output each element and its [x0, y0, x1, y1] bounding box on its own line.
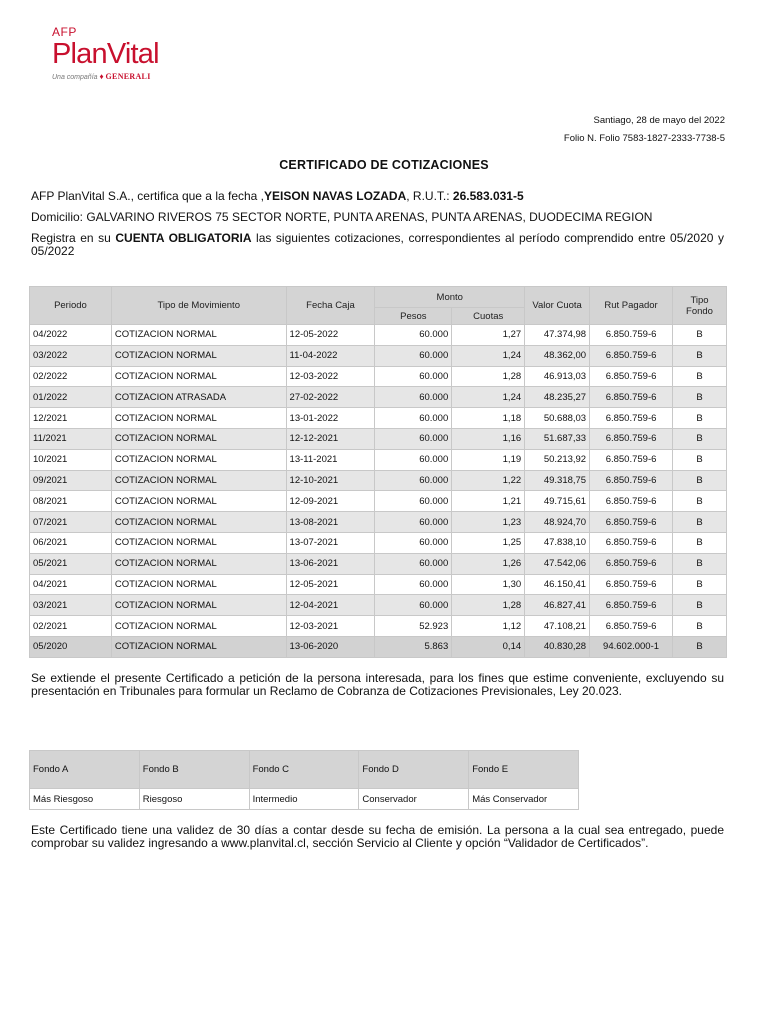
cell-periodo: 02/2022: [30, 366, 112, 387]
cell-cuotas: 1,30: [452, 574, 525, 595]
rut-label: , R.U.T.:: [406, 189, 453, 203]
cell-valor-cuota: 46.150,41: [525, 574, 590, 595]
cell-pesos: 60.000: [375, 366, 452, 387]
fund-risk-label: Riesgoso: [139, 789, 249, 810]
header-tipo-fondo: Tipo Fondo: [673, 287, 727, 325]
cell-tipo-fondo: B: [673, 595, 727, 616]
cell-tipo-fondo: B: [673, 387, 727, 408]
cell-tipo-fondo: B: [673, 428, 727, 449]
cell-rut-pagador: 6.850.759-6: [590, 345, 673, 366]
table-row: [30, 449, 727, 470]
table-row: [30, 595, 727, 616]
cell-pesos: 60.000: [375, 387, 452, 408]
cell-periodo: 01/2022: [30, 387, 112, 408]
cell-valor-cuota: 48.235,27: [525, 387, 590, 408]
fund-header: Fondo E: [469, 751, 579, 789]
cell-fecha-caja: 13-06-2020: [286, 636, 375, 657]
cell-valor-cuota: 51.687,33: [525, 428, 590, 449]
cell-periodo: 06/2021: [30, 532, 112, 553]
affiliate-name: YEISON NAVAS LOZADA: [264, 189, 407, 203]
fund-risk-label: Más Riesgoso: [30, 789, 140, 810]
table-row: [30, 616, 727, 637]
cell-fecha-caja: 11-04-2022: [286, 345, 375, 366]
cell-fecha-caja: 12-04-2021: [286, 595, 375, 616]
cell-tipo-fondo: B: [673, 408, 727, 429]
cell-tipo-movimiento: COTIZACION NORMAL: [111, 428, 286, 449]
affiliate-rut: 26.583.031-5: [452, 189, 524, 203]
logo-tagline-text: Una compañía: [52, 74, 98, 81]
issue-date: Santiago, 28 de mayo del 2022: [593, 115, 725, 126]
logo-tagline: [52, 72, 159, 81]
cell-tipo-movimiento: COTIZACION NORMAL: [111, 574, 286, 595]
cell-periodo: 02/2021: [30, 616, 112, 637]
cell-tipo-fondo: B: [673, 366, 727, 387]
cell-valor-cuota: 47.838,10: [525, 532, 590, 553]
address-line: Domicilio: GALVARINO RIVEROS 75 SECTOR NORTE, PUNTA ARENAS, PUNTA ARENAS, DUODECIMA REGION: [31, 210, 653, 224]
table-row: [30, 532, 727, 553]
cell-cuotas: 1,23: [452, 512, 525, 533]
cell-cuotas: 1,24: [452, 345, 525, 366]
cell-cuotas: 1,22: [452, 470, 525, 491]
cell-tipo-movimiento: COTIZACION NORMAL: [111, 366, 286, 387]
cell-tipo-movimiento: COTIZACION NORMAL: [111, 512, 286, 533]
cell-tipo-fondo: B: [673, 449, 727, 470]
cell-tipo-movimiento: COTIZACION NORMAL: [111, 532, 286, 553]
cell-periodo: 10/2021: [30, 449, 112, 470]
cell-tipo-fondo: B: [673, 491, 727, 512]
generali-lion-icon: ♦: [99, 72, 104, 81]
cell-tipo-movimiento: COTIZACION NORMAL: [111, 408, 286, 429]
cell-valor-cuota: 46.913,03: [525, 366, 590, 387]
fund-types-table: [29, 750, 579, 810]
logo-afp-text: AFP: [52, 25, 77, 39]
cell-tipo-movimiento: COTIZACION NORMAL: [111, 345, 286, 366]
fund-header: Fondo D: [359, 751, 469, 789]
fund-risk-label: Conservador: [359, 789, 469, 810]
cell-cuotas: 1,24: [452, 387, 525, 408]
fund-risk-label: Intermedio: [249, 789, 359, 810]
cell-valor-cuota: 49.715,61: [525, 491, 590, 512]
cell-tipo-movimiento: COTIZACION NORMAL: [111, 636, 286, 657]
cell-tipo-movimiento: COTIZACION ATRASADA: [111, 387, 286, 408]
table-row: [30, 428, 727, 449]
table-row: [30, 512, 727, 533]
cell-pesos: 60.000: [375, 532, 452, 553]
table-row: [30, 553, 727, 574]
cell-cuotas: 1,19: [452, 449, 525, 470]
cell-valor-cuota: 48.362,00: [525, 345, 590, 366]
cell-fecha-caja: 12-10-2021: [286, 470, 375, 491]
cell-fecha-caja: 12-03-2022: [286, 366, 375, 387]
logo-group-text: GENERALI: [105, 72, 151, 81]
validity-text: Este Certificado tiene una validez de 30 días a contar desde su fecha de emisión. La persona a la cual sea entregado, puede comprobar su validez ingresando a www.planvital.cl, sección Servicio al Cliente y opción “Validador de Certificados”.: [31, 823, 724, 850]
table-row: [30, 636, 727, 657]
cell-pesos: 60.000: [375, 470, 452, 491]
cell-periodo: 07/2021: [30, 512, 112, 533]
table-row: [30, 325, 727, 346]
cell-pesos: 52.923: [375, 616, 452, 637]
cell-tipo-movimiento: COTIZACION NORMAL: [111, 553, 286, 574]
cell-pesos: 60.000: [375, 595, 452, 616]
cell-fecha-caja: 13-08-2021: [286, 512, 375, 533]
cell-valor-cuota: 47.542,06: [525, 553, 590, 574]
cell-rut-pagador: 6.850.759-6: [590, 470, 673, 491]
cell-cuotas: 1,25: [452, 532, 525, 553]
cell-pesos: 60.000: [375, 449, 452, 470]
cell-tipo-movimiento: COTIZACION NORMAL: [111, 449, 286, 470]
fund-risk-label: Más Conservador: [469, 789, 579, 810]
cell-cuotas: 1,21: [452, 491, 525, 512]
certification-line: [31, 190, 724, 203]
cell-periodo: 04/2022: [30, 325, 112, 346]
cell-rut-pagador: 6.850.759-6: [590, 491, 673, 512]
table-row: [30, 345, 727, 366]
cell-periodo: 08/2021: [30, 491, 112, 512]
cell-pesos: 60.000: [375, 345, 452, 366]
cell-tipo-fondo: B: [673, 325, 727, 346]
cell-fecha-caja: 13-06-2021: [286, 553, 375, 574]
cell-valor-cuota: 40.830,28: [525, 636, 590, 657]
cell-tipo-fondo: B: [673, 512, 727, 533]
cell-rut-pagador: 6.850.759-6: [590, 408, 673, 429]
header-periodo: Periodo: [30, 287, 112, 325]
logo-brand-text: PlanVital: [52, 38, 159, 70]
document-title: CERTIFICADO DE COTIZACIONES: [279, 158, 489, 172]
cell-rut-pagador: 94.602.000-1: [590, 636, 673, 657]
cell-tipo-movimiento: COTIZACION NORMAL: [111, 470, 286, 491]
cell-fecha-caja: 12-05-2022: [286, 325, 375, 346]
cell-cuotas: 1,26: [452, 553, 525, 574]
cell-periodo: 05/2020: [30, 636, 112, 657]
cell-valor-cuota: 47.108,21: [525, 616, 590, 637]
cell-tipo-fondo: B: [673, 636, 727, 657]
cell-cuotas: 1,28: [452, 595, 525, 616]
contributions-table: [29, 286, 727, 658]
cell-pesos: 60.000: [375, 491, 452, 512]
cell-rut-pagador: 6.850.759-6: [590, 449, 673, 470]
cell-cuotas: 1,27: [452, 325, 525, 346]
account-type: CUENTA OBLIGATORIA: [115, 231, 252, 245]
company-logo: [52, 26, 159, 81]
header-rut-pagador: Rut Pagador: [590, 287, 673, 325]
cell-rut-pagador: 6.850.759-6: [590, 387, 673, 408]
cell-rut-pagador: 6.850.759-6: [590, 366, 673, 387]
fund-header: Fondo B: [139, 751, 249, 789]
cell-pesos: 60.000: [375, 574, 452, 595]
cell-tipo-movimiento: COTIZACION NORMAL: [111, 616, 286, 637]
table-row: [30, 387, 727, 408]
cell-tipo-fondo: B: [673, 574, 727, 595]
header-monto: Monto: [375, 287, 525, 308]
cell-rut-pagador: 6.850.759-6: [590, 574, 673, 595]
cell-periodo: 12/2021: [30, 408, 112, 429]
cell-fecha-caja: 13-11-2021: [286, 449, 375, 470]
table-row: [30, 408, 727, 429]
cell-fecha-caja: 12-05-2021: [286, 574, 375, 595]
cell-valor-cuota: 49.318,75: [525, 470, 590, 491]
cell-periodo: 03/2022: [30, 345, 112, 366]
table-row: [30, 574, 727, 595]
cell-periodo: 09/2021: [30, 470, 112, 491]
header-cuotas: Cuotas: [452, 308, 525, 325]
cell-tipo-fondo: B: [673, 532, 727, 553]
folio-number: Folio N. Folio 7583-1827-2333-7738-5: [563, 133, 725, 144]
registry-pre: Registra en su: [31, 231, 116, 245]
cell-fecha-caja: 13-01-2022: [286, 408, 375, 429]
cell-tipo-fondo: B: [673, 470, 727, 491]
cell-cuotas: 0,14: [452, 636, 525, 657]
cell-rut-pagador: 6.850.759-6: [590, 512, 673, 533]
header-tipo-movimiento: Tipo de Movimiento: [111, 287, 286, 325]
cell-rut-pagador: 6.850.759-6: [590, 595, 673, 616]
cell-periodo: 04/2021: [30, 574, 112, 595]
cert-intro: AFP PlanVital S.A., certifica que a la fecha ,: [31, 189, 265, 203]
cell-tipo-movimiento: COTIZACION NORMAL: [111, 325, 286, 346]
table-row: [30, 470, 727, 491]
cell-cuotas: 1,18: [452, 408, 525, 429]
cell-pesos: 60.000: [375, 408, 452, 429]
cell-tipo-fondo: B: [673, 345, 727, 366]
cell-tipo-fondo: B: [673, 553, 727, 574]
cell-tipo-movimiento: COTIZACION NORMAL: [111, 491, 286, 512]
header-pesos: Pesos: [375, 308, 452, 325]
cell-cuotas: 1,28: [452, 366, 525, 387]
cell-valor-cuota: 50.213,92: [525, 449, 590, 470]
cell-rut-pagador: 6.850.759-6: [590, 553, 673, 574]
cell-fecha-caja: 12-09-2021: [286, 491, 375, 512]
cell-pesos: 60.000: [375, 553, 452, 574]
cell-fecha-caja: 12-12-2021: [286, 428, 375, 449]
cell-pesos: 60.000: [375, 325, 452, 346]
cell-periodo: 03/2021: [30, 595, 112, 616]
header-valor-cuota: Valor Cuota: [525, 287, 590, 325]
cell-valor-cuota: 48.924,70: [525, 512, 590, 533]
cell-valor-cuota: 46.827,41: [525, 595, 590, 616]
cell-cuotas: 1,12: [452, 616, 525, 637]
cell-cuotas: 1,16: [452, 428, 525, 449]
table-row: [30, 366, 727, 387]
fund-header: Fondo A: [30, 751, 140, 789]
header-fecha-caja: Fecha Caja: [286, 287, 375, 325]
cell-valor-cuota: 47.374,98: [525, 325, 590, 346]
cell-rut-pagador: 6.850.759-6: [590, 428, 673, 449]
cell-periodo: 05/2021: [30, 553, 112, 574]
cell-fecha-caja: 13-07-2021: [286, 532, 375, 553]
cell-pesos: 5.863: [375, 636, 452, 657]
cell-periodo: 11/2021: [30, 428, 112, 449]
cell-valor-cuota: 50.688,03: [525, 408, 590, 429]
cell-rut-pagador: 6.850.759-6: [590, 325, 673, 346]
cell-rut-pagador: 6.850.759-6: [590, 532, 673, 553]
cell-pesos: 60.000: [375, 428, 452, 449]
cell-tipo-fondo: B: [673, 616, 727, 637]
cell-fecha-caja: 12-03-2021: [286, 616, 375, 637]
cell-pesos: 60.000: [375, 512, 452, 533]
cell-fecha-caja: 27-02-2022: [286, 387, 375, 408]
table-row: [30, 491, 727, 512]
registry-post: las siguientes cotizaciones, correspondientes al período comprendido entre 05/2020 y 05/2022: [31, 231, 724, 258]
disclaimer-text: Se extiende el presente Certificado a petición de la persona interesada, para los fines que estime conveniente, excluyendo su presentación en Tribunales para formular un Reclamo de Cobranza de Cotizaciones Previsionales, Ley 20.023.: [31, 671, 724, 698]
cell-rut-pagador: 6.850.759-6: [590, 616, 673, 637]
cell-tipo-movimiento: COTIZACION NORMAL: [111, 595, 286, 616]
fund-header: Fondo C: [249, 751, 359, 789]
registry-line: [31, 232, 724, 258]
